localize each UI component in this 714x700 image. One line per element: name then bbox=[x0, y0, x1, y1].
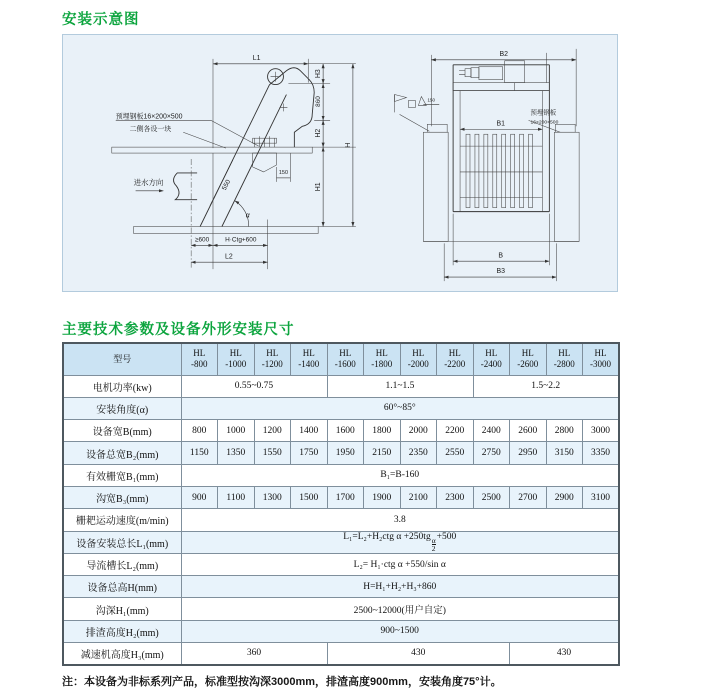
inflow-direction-label: 进水方向 bbox=[133, 177, 164, 187]
col-header: HL -2000 bbox=[400, 343, 437, 375]
spec-cell: 1950 bbox=[327, 442, 364, 464]
embedded-plate-note-label: 预埋钢板16×200×500 bbox=[115, 113, 183, 121]
table-row bbox=[63, 620, 619, 642]
dim-ge600-label: ≥600 bbox=[194, 236, 210, 244]
dim-b2-label: B2 bbox=[499, 50, 508, 58]
installation-diagram bbox=[63, 35, 617, 291]
drive-unit bbox=[459, 50, 546, 91]
spec-cell: 1200 bbox=[254, 420, 291, 442]
dim-l2-label: L2 bbox=[225, 253, 233, 261]
spec-cell: 360 bbox=[181, 643, 327, 665]
front-plate-label: 预埋钢板 bbox=[530, 109, 557, 117]
spec-cell: L₂= H₁·ctg α +550/sin α bbox=[181, 553, 619, 575]
table-row bbox=[63, 509, 619, 531]
dim-150-front-label: 150 bbox=[427, 97, 436, 103]
spec-cell: 2550 bbox=[437, 442, 474, 464]
spec-cell: B₁=B-160 bbox=[181, 464, 619, 486]
col-header: HL -3000 bbox=[583, 343, 620, 375]
spec-cell: 1900 bbox=[364, 486, 401, 508]
spec-cell: 2500 bbox=[473, 486, 510, 508]
row-label: 有效栅宽B₁(mm) bbox=[63, 464, 181, 486]
col-header: HL -1400 bbox=[291, 343, 328, 375]
row-label: 设备总高H(mm) bbox=[63, 576, 181, 598]
spec-cell: 1700 bbox=[327, 486, 364, 508]
table-row bbox=[63, 442, 619, 464]
spec-cell: 3350 bbox=[583, 442, 620, 464]
dim-b1-label: B1 bbox=[496, 120, 505, 128]
spec-cell: 2300 bbox=[437, 486, 474, 508]
spec-cell: 430 bbox=[327, 643, 510, 665]
table-row bbox=[63, 397, 619, 419]
table-row bbox=[63, 598, 619, 620]
dim-l1-label: L1 bbox=[252, 54, 261, 62]
col-header: HL -2200 bbox=[437, 343, 474, 375]
row-label: 排渣高度H₂(mm) bbox=[63, 620, 181, 642]
table-header-row bbox=[63, 343, 619, 375]
spec-cell: 60°~85° bbox=[181, 397, 619, 419]
elevation-view bbox=[112, 55, 356, 269]
water-level-icon bbox=[395, 95, 430, 132]
dim-h3-label: H3 bbox=[315, 69, 323, 79]
row-label: 沟深H₁(mm) bbox=[63, 598, 181, 620]
dim-b3-label: B3 bbox=[496, 268, 505, 276]
section-title-installation: 安装示意图 bbox=[62, 12, 140, 28]
spec-cell: 800 bbox=[181, 420, 218, 442]
spec-cell: 1.5~2.2 bbox=[473, 375, 619, 397]
row-label: 设备总宽B₂(mm) bbox=[63, 442, 181, 464]
dim-h1-label: H1 bbox=[315, 182, 323, 192]
table-row bbox=[63, 643, 619, 665]
dim-150-side-label: 150 bbox=[278, 169, 288, 176]
table-row bbox=[63, 553, 619, 575]
spec-cell: 2000 bbox=[400, 420, 437, 442]
table-row bbox=[63, 420, 619, 442]
plate-both-sides-label: 二侧各设一块 bbox=[129, 126, 172, 134]
row-label: 设备宽B(mm) bbox=[63, 420, 181, 442]
row-label: 导流槽长L₂(mm) bbox=[63, 553, 181, 575]
spec-cell: 3150 bbox=[546, 442, 583, 464]
table-row bbox=[63, 486, 619, 508]
col-header: HL -2800 bbox=[546, 343, 583, 375]
screen-bars bbox=[460, 134, 542, 207]
col-header: HL -2400 bbox=[473, 343, 510, 375]
spec-cell: 2950 bbox=[510, 442, 547, 464]
row-label: 设备安装总长L₁(mm) bbox=[63, 531, 181, 553]
front-view bbox=[395, 49, 580, 281]
dim-550-label: 550 bbox=[220, 178, 233, 192]
spec-cell: L₁=L₂+H₂ctg α +250tg $\frac{\alpha}{2}$ +500 bbox=[181, 531, 619, 553]
spec-cell: 2400 bbox=[473, 420, 510, 442]
spec-cell: 1800 bbox=[364, 420, 401, 442]
spec-cell: 900~1500 bbox=[181, 620, 619, 642]
col-header: HL -1800 bbox=[364, 343, 401, 375]
spec-cell: 2900 bbox=[546, 486, 583, 508]
dim-hctg-label: H·Ctg+600 bbox=[225, 236, 257, 244]
spec-cell: 3.8 bbox=[181, 509, 619, 531]
spec-cell: 1.1~1.5 bbox=[327, 375, 473, 397]
spec-cell: 2750 bbox=[473, 442, 510, 464]
footnote: 注：本设备为非标系列产品，标准型按沟深3000mm，排渣高度900mm，安装角度75°计。 bbox=[62, 676, 502, 688]
spec-cell: 2200 bbox=[437, 420, 474, 442]
col-header: HL -1000 bbox=[218, 343, 255, 375]
spec-cell: 1300 bbox=[254, 486, 291, 508]
spec-cell: 1400 bbox=[291, 420, 328, 442]
spec-cell: H=H₁+H₂+H₃+860 bbox=[181, 576, 619, 598]
table-row bbox=[63, 576, 619, 598]
section-title-parameters: 主要技术参数及设备外形安装尺寸 bbox=[62, 322, 295, 338]
spec-cell: 1550 bbox=[254, 442, 291, 464]
col-header-model: 型号 bbox=[63, 343, 181, 375]
spec-cell: 1600 bbox=[327, 420, 364, 442]
spec-cell: 2350 bbox=[400, 442, 437, 464]
spec-cell: 3100 bbox=[583, 486, 620, 508]
col-header: HL -800 bbox=[181, 343, 218, 375]
spec-cell: 2100 bbox=[400, 486, 437, 508]
col-header: HL -1600 bbox=[327, 343, 364, 375]
spec-cell: 1150 bbox=[181, 442, 218, 464]
spec-cell: 2150 bbox=[364, 442, 401, 464]
col-header: HL -1200 bbox=[254, 343, 291, 375]
row-label: 沟宽B₃(mm) bbox=[63, 486, 181, 508]
front-plate-size-label: 16×200×500 bbox=[530, 120, 559, 126]
spec-cell: 430 bbox=[510, 643, 620, 665]
dim-h2-label: H2 bbox=[315, 128, 323, 138]
spec-cell: 2600 bbox=[510, 420, 547, 442]
row-label: 电机功率(kw) bbox=[63, 375, 181, 397]
spec-cell: 0.55~0.75 bbox=[181, 375, 327, 397]
installation-diagram-panel bbox=[62, 34, 618, 292]
dim-alpha-label: α bbox=[245, 212, 250, 220]
spec-cell: 2500~12000(用户自定) bbox=[181, 598, 619, 620]
spec-cell: 1000 bbox=[218, 420, 255, 442]
spec-cell: 3000 bbox=[583, 420, 620, 442]
dim-b-label: B bbox=[498, 252, 504, 260]
table-row bbox=[63, 531, 619, 553]
row-label: 栅耙运动速度(m/min) bbox=[63, 509, 181, 531]
spec-cell: 2800 bbox=[546, 420, 583, 442]
spec-cell: 1350 bbox=[218, 442, 255, 464]
spec-cell: 1100 bbox=[218, 486, 255, 508]
spec-cell: 900 bbox=[181, 486, 218, 508]
spec-cell: 1500 bbox=[291, 486, 328, 508]
table-row bbox=[63, 464, 619, 486]
row-label: 安装角度(α) bbox=[63, 397, 181, 419]
col-header: HL -2600 bbox=[510, 343, 547, 375]
table-row bbox=[63, 375, 619, 397]
dim-h-label: H bbox=[342, 142, 352, 148]
spec-cell: 1750 bbox=[291, 442, 328, 464]
spec-table bbox=[62, 342, 620, 666]
spec-cell: 2700 bbox=[510, 486, 547, 508]
dim-860-label: 860 bbox=[315, 96, 323, 107]
row-label: 减速机高度H₃(mm) bbox=[63, 643, 181, 665]
